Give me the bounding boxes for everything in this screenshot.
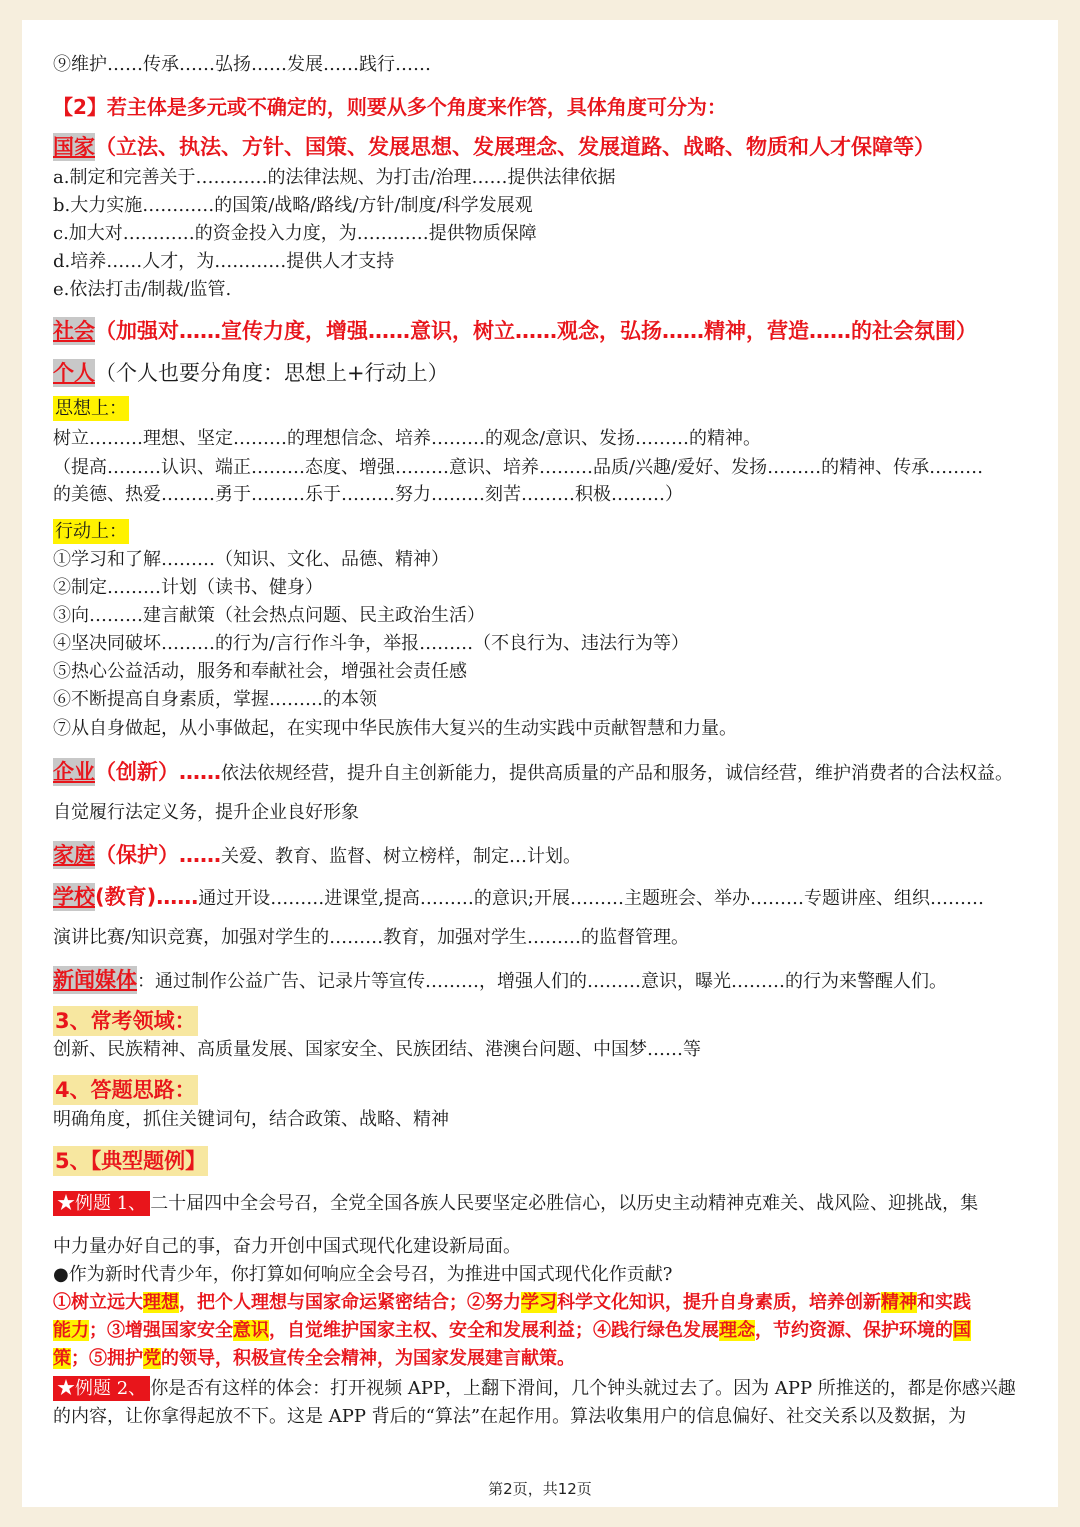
text-line: 树立………理想、坚定………的理想信念、培养………的观念/意识、发扬………的精神。 <box>53 428 762 449</box>
answer-line <box>53 1319 971 1343</box>
section-4-heading <box>53 1075 198 1105</box>
qiye-line <box>53 757 1013 787</box>
list-item: ⑦从自身做起，从小事做起，在实现中华民族伟大复兴的生动实践中贡献智慧和力量。 <box>53 718 737 739</box>
answer-text: ，自觉维护国家主权、安全和发展利益；④践行绿色发展 <box>269 1320 719 1341</box>
guojia-heading <box>53 132 935 162</box>
section-5-label: 5、【典型题例】 <box>53 1146 208 1176</box>
example-2-label: ★例题 2、 <box>53 1376 150 1401</box>
text-line: 自觉履行法定义务，提升企业良好形象 <box>53 802 359 823</box>
shehui-desc: （加强对……宣传力度，增强……意识，树立……观念，弘扬……精神，营造……的社会氛围） <box>95 319 977 343</box>
answer-keyword: 理念 <box>719 1320 755 1341</box>
text-line: 明确角度，抓住关键词句，结合政策、战略、精神 <box>53 1109 449 1130</box>
qiye-text: 依法依规经营，提升自主创新能力，提供高质量的产品和服务，诚信经营，维护消费者的合法权益。 <box>221 763 1013 784</box>
answer-keyword: 能力 <box>53 1320 89 1341</box>
page-number: 第2页，共12页 <box>488 1480 592 1498</box>
xingdong-label: 行动上： <box>55 521 127 542</box>
xinwen-label: 新闻媒体 <box>53 968 137 992</box>
xinwen-line <box>53 965 947 995</box>
geren-heading <box>53 358 449 388</box>
xinwen-text: ：通过制作公益广告、记录片等宣传………，增强人们的………意识，曝光………的行为来警醒人们。 <box>137 971 947 992</box>
answer-keyword: 理想 <box>143 1292 179 1313</box>
xuexiao-tag: (教育)…… <box>95 885 199 909</box>
list-item: ⑤热心公益活动，服务和奉献社会，增强社会责任感 <box>53 661 467 682</box>
geren-label: 个人 <box>53 361 95 385</box>
document-page <box>22 20 1058 1507</box>
list-item: ⑥不断提高自身素质，掌握………的本领 <box>53 689 377 710</box>
answer-text: ，节约资源、保护环境的 <box>755 1320 953 1341</box>
text-line: b.大力实施…………的国策/战略/路线/方针/制度/科学发展观 <box>53 195 533 216</box>
text-line: 中力量办好自己的事，奋力开创中国式现代化建设新局面。 <box>53 1236 521 1257</box>
list-item: ②制定………计划（读书、健身） <box>53 577 323 598</box>
jiating-text: 关爱、教育、监督、树立榜样，制定…计划。 <box>221 846 581 867</box>
list-item: ①学习和了解………（知识、文化、品德、精神） <box>53 549 449 570</box>
example-2-line <box>53 1377 1016 1401</box>
text-line: 的内容，让你拿得起放不下。这是 APP 背后的“算法”在起作用。算法收集用户的信息偏好、社交关系以及数据，为 <box>53 1406 967 1427</box>
answer-text: ；⑤拥护 <box>71 1348 143 1369</box>
answer-keyword: 学习 <box>521 1292 557 1313</box>
guojia-label: 国家 <box>53 135 95 159</box>
text-line: 演讲比赛/知识竞赛，加强对学生的………教育，加强对学生………的监督管理。 <box>53 927 690 948</box>
list-item: ③向………建言献策（社会热点问题、民主政治生活） <box>53 605 485 626</box>
qiye-label: 企业 <box>53 760 95 784</box>
answer-keyword: 意识 <box>233 1320 269 1341</box>
list-item: ④坚决同破坏………的行为/言行作斗争，举报………（不良行为、违法行为等） <box>53 633 690 654</box>
answer-keyword: 精神 <box>881 1292 917 1313</box>
jiating-tag: （保护）…… <box>95 843 221 867</box>
xingdong-heading <box>53 520 129 544</box>
sixiang-label: 思想上： <box>55 398 127 419</box>
answer-keyword: 党 <box>143 1348 161 1369</box>
answer-keyword: 国 <box>953 1320 971 1341</box>
question-line: ●作为新时代青少年，你打算如何响应全会号召，为推进中国式现代化作贡献? <box>53 1264 673 1285</box>
jiating-line <box>53 840 581 870</box>
guojia-desc: （立法、执法、方针、国策、发展思想、发展理念、发展道路、战略、物质和人才保障等） <box>95 135 935 159</box>
shehui-label: 社会 <box>53 319 95 343</box>
qiye-tag: （创新）…… <box>95 760 221 784</box>
answer-text: 科学文化知识，提升自身素质，培养创新 <box>557 1292 881 1313</box>
xuexiao-label: 学校 <box>53 885 95 909</box>
jiating-label: 家庭 <box>53 843 95 867</box>
shehui-heading <box>53 316 977 346</box>
answer-line <box>53 1291 971 1315</box>
answer-text: 和实践 <box>917 1292 971 1313</box>
section-heading: 【2】若主体是多元或不确定的，则要从多个角度来作答，具体角度可分为： <box>53 95 727 119</box>
text-line: 的美德、热爱………勇于………乐于………努力………刻苦………积极………） <box>53 484 683 505</box>
text-line: 创新、民族精神、高质量发展、国家安全、民族团结、港澳台问题、中国梦……等 <box>53 1039 701 1060</box>
section-4-label: 4、答题思路： <box>53 1075 198 1105</box>
example-1-line <box>53 1192 978 1216</box>
text-line: c.加大对…………的资金投入力度，为…………提供物质保障 <box>53 223 537 244</box>
geren-desc: （个人也要分角度：思想上+行动上） <box>95 361 449 385</box>
answer-text: ；③增强国家安全 <box>89 1320 233 1341</box>
example-1-text: 二十届四中全会号召，全党全国各族人民要坚定必胜信心，以历史主动精神克难关、战风险、迎挑战，集 <box>150 1193 979 1214</box>
text-line: a.制定和完善关于…………的法律法规、为打击/治理……提供法律依据 <box>53 167 616 188</box>
text-line: ⑨维护……传承……弘扬……发展……践行…… <box>53 54 431 75</box>
answer-text: ①树立远大 <box>53 1292 143 1313</box>
text-line: （提高………认识、端正………态度、增强………意识、培养………品质/兴趣/爱好、发扬………的精神、传承……… <box>53 457 984 478</box>
text-line: e.依法打击/制裁/监管. <box>53 279 232 300</box>
text-line: d.培养……人才，为…………提供人才支持 <box>53 251 395 272</box>
sixiang-heading <box>53 397 129 421</box>
example-1-label: ★例题 1、 <box>53 1191 150 1216</box>
xuexiao-text: 通过开设………进课堂,提高………的意识;开展………主题班会、举办………专题讲座、组织……… <box>198 888 984 909</box>
example-2-text: 你是否有这样的体会：打开视频 APP，上翻下滑间，几个钟头就过去了。因为 APP 所推送的，都是你感兴趣 <box>150 1378 1016 1399</box>
answer-text: 的领导，积极宣传全会精神，为国家发展建言献策。 <box>161 1348 575 1369</box>
section-3-label: 3、常考领域： <box>53 1006 198 1036</box>
answer-text: ，把个人理想与国家命运紧密结合；②努力 <box>179 1292 521 1313</box>
section-5-heading <box>53 1146 208 1176</box>
section-3-heading <box>53 1006 198 1036</box>
xuexiao-line <box>53 882 984 912</box>
answer-keyword: 策 <box>53 1348 71 1369</box>
answer-line <box>53 1347 575 1371</box>
